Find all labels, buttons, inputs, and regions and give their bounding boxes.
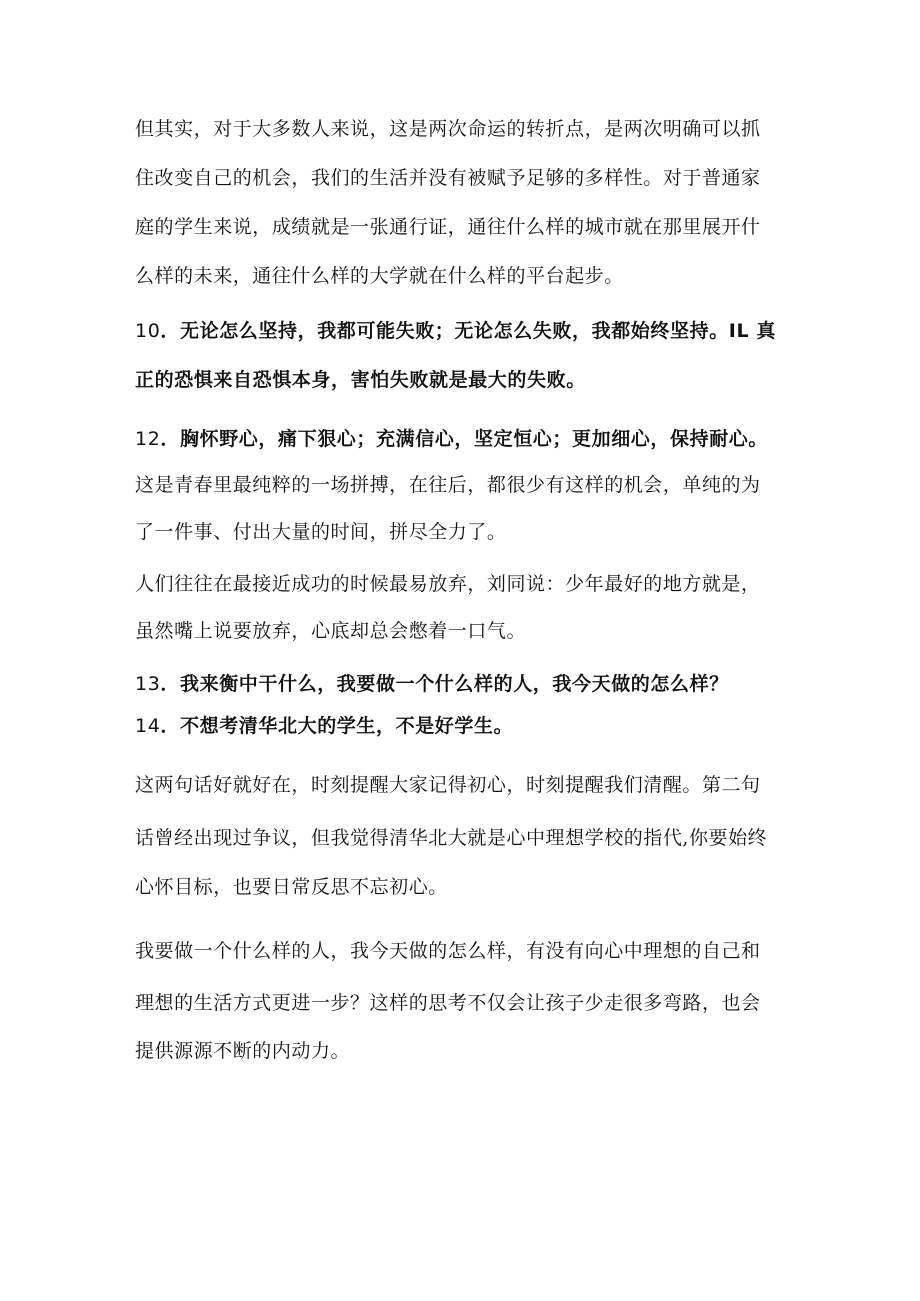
paragraph-5-line-1: 我要做一个什么样的人，我今天做的怎么样，有没有向心中理想的自己和 [135,940,761,962]
paragraph-4-line-2: 话曾经出现过争议，但我觉得清华北大就是心中理想学校的指代,你要始终 [135,827,768,849]
quote-10-line-1 [135,316,776,346]
quote-14-line [135,711,513,741]
paragraph-1-line-4: 么样的未来，通往什么样的大学就在什么样的平台起步。 [135,265,624,287]
paragraph-4-line-1: 这两句话好就好在，时刻提醒大家记得初心，时刻提醒我们清醒。第二句 [135,774,761,796]
quote-14-number: 14 [135,715,161,737]
quote-13-line [135,669,729,699]
quote-13-number: 13 [135,673,161,695]
quote-13-text: ．我来衡中干什么，我要做一个什么样的人，我今天做的怎么样？ [160,673,729,695]
paragraph-5-line-3: 提供源源不断的内动力。 [135,1040,351,1062]
paragraph-1-line-2: 住改变自己的机会，我们的生活并没有被赋予足够的多样性。对于普通家 [135,167,761,189]
quote-12-number: 12 [135,428,161,450]
quote-12-text: ．胸怀野心，痛下狠心；充满信心，坚定恒心；更加细心，保持耐心。 [160,428,768,450]
paragraph-1-line-1: 但其实，对于大多数人来说，这是两次命运的转折点，是两次明确可以抓 [135,118,761,140]
paragraph-2-line-2: 了一件事、付出大量的时间，拼尽全力了。 [135,521,507,543]
quote-12-line [135,424,768,454]
paragraph-5-line-2: 理想的生活方式更进一步？这样的思考不仅会让孩子少走很多弯路，也会 [135,992,761,1014]
quote-10-line-2: 正的恐惧来自恐惧本身，害怕失败就是最大的失败。 [135,369,586,391]
paragraph-4-line-3: 心怀目标，也要日常反思不忘初心。 [135,876,448,898]
quote-14-text: ．不想考清华北大的学生，不是好学生。 [160,715,514,737]
quote-10-text-1: ．无论怎么坚持，我都可能失败；无论怎么失败，我都始终坚持。IL 真 [160,320,776,342]
quote-10-number: 10 [135,320,161,342]
paragraph-1-line-3: 庭的学生来说，成绩就是一张通行证，通往什么样的城市就在那里展开什 [135,216,761,238]
paragraph-3-line-1: 人们往往在最接近成功的时候最易放弃，刘同说：少年最好的地方就是， [135,573,761,595]
paragraph-3-line-2: 虽然嘴上说要放弃，心底却总会憋着一口气。 [135,620,527,642]
paragraph-2-line-1: 这是青春里最纯粹的一场拼搏，在往后，都很少有这样的机会，单纯的为 [135,474,761,496]
